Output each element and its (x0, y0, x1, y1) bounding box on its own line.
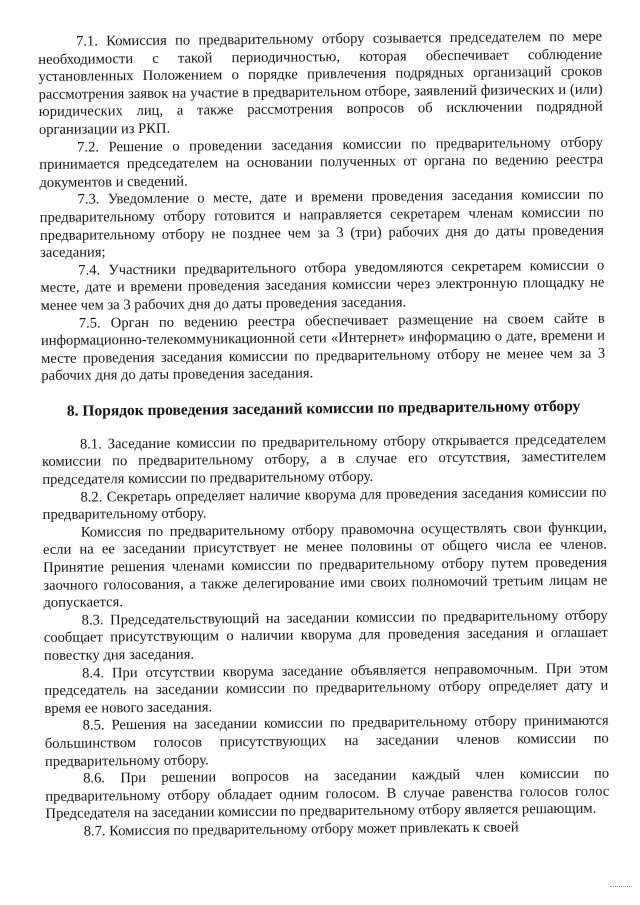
paragraph-8-3: 8.3. Председательствующий на заседании комиссии по предварительному отбору сообщает присутствующим о наличии кворума для проведения заседания и оглашает повестку дня заседания. (43, 607, 608, 664)
paragraph-7-5: 7.5. Орган по ведению реестра обеспечивает размещение на своем сайте в информационно-телекоммуникационной сети «Интернет» информацию о дате, времени и месте проведения заседания комиссии по предварительному отбору не менее чем за 3 рабочих дня до даты проведения заседания. (40, 310, 606, 385)
paragraph-7-3: 7.3. Уведомление о месте, дате и времени проведения заседания комиссии по предварительному отбору готовится и направляется секретарем членам комиссии по предварительному отбору не позднее чем за 3 (три) рабочих дня до даты проведения заседания; (39, 186, 604, 262)
paragraph-8-5: 8.5. Решения на заседании комиссии по предварительному отбору принимаются большинством голосов присутствующих на заседании членов комиссии по предварительному отбору. (44, 712, 609, 770)
paragraph-7-2: 7.2. Решение о проведении заседания комиссии по предварительному отбору принимается председателем на основании полученных от органа по ведению реестра документов и сведений. (39, 134, 604, 191)
paragraph-8-4: 8.4. При отсутствии кворума заседание объявляется неправомочным. При этом председатель на заседании комиссии по предварительному отбору определяет дату и время ее нового заседания. (44, 660, 609, 717)
paragraph-8-1: 8.1. Заседание комиссии по предварительному отбору открывается председателем комиссии по предварительному отбору, а в случае его отсутствия, заместителем председателя комиссии по предварительному отбору. (42, 431, 607, 489)
paragraph-7-4: 7.4. Участники предварительного отбора уведомляются секретарем комиссии о месте, дате и времени проведения заседания комиссии через электронную площадку не менее чем за 3 рабочих дня до даты проведения заседания. (40, 257, 605, 314)
paragraph-8-2-quorum: Комиссия по предварительному отбору правомочна осуществлять свои функции, если на ее заседании присутствует не менее половины от общего числа ее членов. Принятие решения членами комиссии по предварительному отбору путем проведения заочного голосования, а также делегирование ими своих полномочий третьим лицам не допускается. (42, 519, 608, 612)
section-8-heading: 8. Порядок проведения заседаний комиссии по предварительному отбору (66, 397, 581, 420)
paragraph-7-1: 7.1. Комиссия по предварительному отбору созывается председателем по мере необходимости с такой периодичностью, которая обеспечивает соблюдение установленных Положением о порядке привлечения подрядных организаций сроков рассмотрения заявок на участие в предварительном отборе, заявлений физических и (или) юридических лиц, а также рассмотрения вопросов об исключении подрядной организации из РКП. (38, 28, 603, 138)
scan-edge-mark (610, 886, 632, 887)
paragraph-8-6: 8.6. При решении вопросов на заседании каждый член комиссии по предварительному отбору обладает одним голосом. В случае равенства голосов голос Председателя на заседании комиссии по предварительному отбору является решающим. (45, 765, 610, 823)
paragraph-8-7: 8.7. Комиссия по предварительному отбору может привлекать к своей (83, 819, 519, 840)
document-body (38, 29, 610, 842)
paragraph-8-2: 8.2. Секретарь определяет наличие кворума для проведения заседания комиссии по предварительному отбору. (42, 484, 607, 524)
